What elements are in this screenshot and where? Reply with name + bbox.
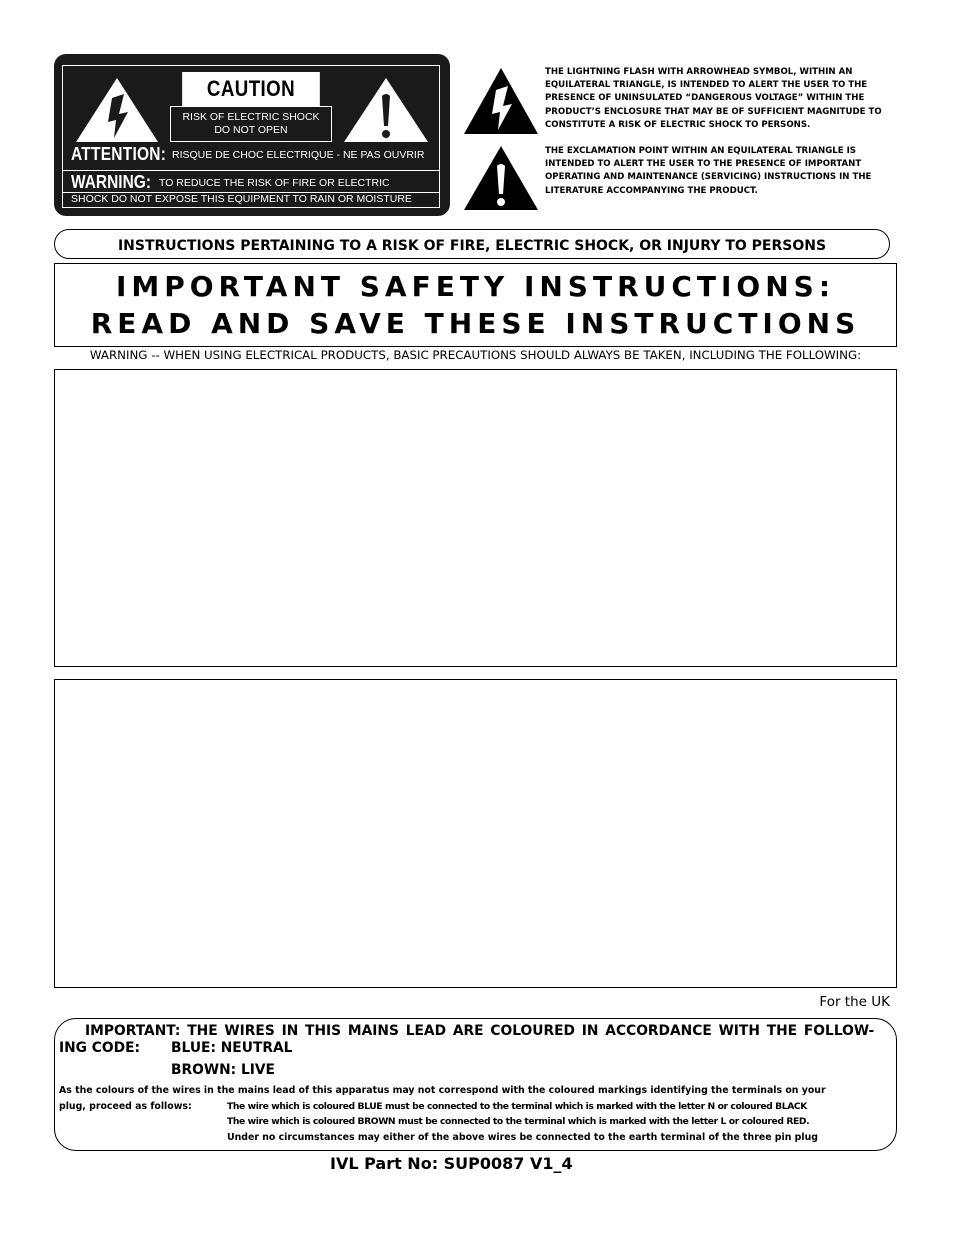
exclamation-triangle-icon bbox=[462, 144, 540, 212]
title-line-2: READ AND SAVE THESE INSTRUCTIONS bbox=[90, 307, 861, 340]
uk-note-5: Under no circumstances may either of the above wires be connected to the earth terminal of the three pin plug bbox=[227, 1132, 818, 1143]
title-line-1: IMPORTANT SAFETY INSTRUCTIONS: bbox=[115, 270, 836, 303]
lightning-triangle-icon bbox=[462, 66, 540, 136]
part-number: IVL Part No: SUP0087 V1_4 bbox=[330, 1154, 573, 1173]
uk-important-line: IMPORTANT: THE WIRES IN THIS MAINS LEAD ARE COLOURED IN ACCORDANCE WITH THE FOLLOW- bbox=[85, 1023, 875, 1039]
lightning-triangle-icon bbox=[74, 76, 160, 144]
warning-text-1: TO REDUCE THE RISK OF FIRE OR ELECTRIC bbox=[159, 177, 390, 189]
warning-precautions-line: WARNING -- WHEN USING ELECTRICAL PRODUCTS, BASIC PRECAUTIONS SHOULD ALWAYS BE TAKEN, INCLUDING THE FOLLOWING: bbox=[89, 348, 862, 362]
instructions-box-2 bbox=[54, 679, 897, 988]
exclamation-symbol-description: THE EXCLAMATION POINT WITHIN AN EQUILATERAL TRIANGLE IS INTENDED TO ALERT THE USER TO THE PRESENCE OF IMPORTANT OPERATING AND MAINTENANCE (SERVICING) INSTRUCTIONS IN THE LITERATURE ACCOMPANYING THE PRODUCT. bbox=[545, 146, 872, 196]
uk-brown-live: BROWN: LIVE bbox=[171, 1062, 275, 1078]
caution-label-panel bbox=[54, 54, 450, 216]
uk-code-line bbox=[59, 1040, 293, 1056]
lightning-symbol-description: THE LIGHTNING FLASH WITH ARROWHEAD SYMBOL, WITHIN AN EQUILATERAL TRIANGLE, IS INTENDED TO ALERT THE USER TO THE PRESENCE OF UNINSULATED “DANGEROUS VOLTAGE” WITHIN THE PRODUCT’S ENCLOSURE THAT MAY BE OF SUFFICIENT MAGNITUDE TO CONSTITUTE A RISK OF ELECTRIC SHOCK TO PERSONS. bbox=[545, 67, 882, 130]
uk-note-2: plug, proceed as follows: bbox=[59, 1101, 192, 1112]
attention-word: ATTENTION: bbox=[71, 144, 167, 164]
instructions-heading: INSTRUCTIONS PERTAINING TO A RISK OF FIRE, ELECTRIC SHOCK, OR INJURY TO PERSONS bbox=[54, 229, 890, 259]
uk-note-1: As the colours of the wires in the mains lead of this apparatus may not correspond with the coloured markings identifying the terminals on your bbox=[59, 1085, 826, 1096]
uk-code-prefix: ING CODE: bbox=[59, 1040, 141, 1056]
caution-title: CAUTION bbox=[182, 72, 320, 106]
uk-note-3: The wire which is coloured BLUE must be connected to the terminal which is marked with the letter N or coloured BLACK bbox=[227, 1101, 807, 1112]
attention-text: RISQUE DE CHOC ELECTRIQUE - NE PAS OUVRIR bbox=[172, 149, 425, 161]
caution-subtitle: RISK OF ELECTRIC SHOCK DO NOT OPEN bbox=[170, 106, 332, 142]
uk-blue-neutral: BLUE: NEUTRAL bbox=[171, 1040, 293, 1056]
for-uk-label: For the UK bbox=[819, 994, 890, 1010]
uk-wiring-box bbox=[54, 1018, 897, 1151]
uk-note-4: The wire which is coloured BROWN must be connected to the terminal which is marked with the letter L or coloured RED. bbox=[227, 1116, 810, 1127]
exclamation-triangle-icon bbox=[342, 76, 430, 144]
warning-text-2: SHOCK DO NOT EXPOSE THIS EQUIPMENT TO RAIN OR MOISTURE bbox=[71, 193, 412, 205]
attention-line bbox=[62, 144, 440, 166]
warning-word: WARNING: bbox=[71, 172, 151, 192]
safety-title-box bbox=[54, 263, 897, 347]
instructions-box-1 bbox=[54, 369, 897, 667]
warning-box bbox=[62, 170, 440, 208]
